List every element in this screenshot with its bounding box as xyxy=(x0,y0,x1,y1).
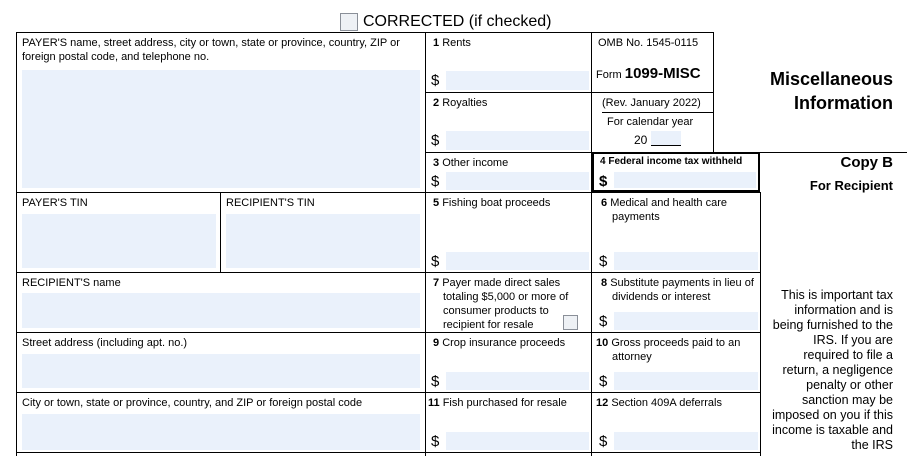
calendar-year-label: For calendar year xyxy=(607,116,694,128)
payer-input[interactable] xyxy=(22,70,420,188)
box7-label: 7 Payer made direct sales totaling $5,000 or more of consumer products to recipient for resale xyxy=(433,277,569,331)
form-title-line1: Miscellaneous xyxy=(769,69,893,89)
box8-label: 8 Substitute payments in lieu of dividends or interest xyxy=(601,277,754,303)
box11-dollar: $ xyxy=(431,433,440,450)
box1-dollar: $ xyxy=(431,72,440,89)
box2-input[interactable] xyxy=(446,131,589,150)
box10-input[interactable] xyxy=(614,372,758,390)
year-input[interactable] xyxy=(651,131,681,146)
box12-input[interactable] xyxy=(614,432,758,450)
recipient-name-label: RECIPIENT'S name xyxy=(22,277,121,289)
corrected-checkbox[interactable] xyxy=(340,13,358,31)
form-title-line2: Information xyxy=(794,93,893,113)
box5-input[interactable] xyxy=(446,252,589,270)
form-id: Form 1099-MISC xyxy=(596,65,701,82)
box8-input[interactable] xyxy=(614,312,758,330)
recipient-name-input[interactable] xyxy=(22,293,420,328)
box12-label: 12 Section 409A deferrals xyxy=(596,397,722,409)
box5-label: 5 Fishing boat proceeds xyxy=(433,197,551,209)
box2-dollar: $ xyxy=(431,132,440,149)
box9-label: 9 Crop insurance proceeds xyxy=(433,337,566,349)
payer-tin-input[interactable] xyxy=(22,214,216,268)
box10-dollar: $ xyxy=(599,373,608,390)
city-input[interactable] xyxy=(22,414,420,450)
revision: (Rev. January 2022) xyxy=(602,97,701,109)
box4-input[interactable] xyxy=(614,172,756,188)
city-label: City or town, state or province, country, and ZIP or foreign postal code xyxy=(22,397,363,409)
recipient-tin-label: RECIPIENT'S TIN xyxy=(226,197,315,209)
box8-dollar: $ xyxy=(599,313,608,330)
box7-checkbox[interactable] xyxy=(563,315,578,330)
box12-dollar: $ xyxy=(599,433,608,450)
copy-label: Copy B xyxy=(840,154,893,171)
box3-input[interactable] xyxy=(446,172,589,190)
copy-for-label: For Recipient xyxy=(809,178,893,193)
payer-tin-label: PAYER'S TIN xyxy=(22,197,88,209)
box10-label: 10 Gross proceeds paid to an attorney xyxy=(596,337,741,363)
notice-text: This is important tax information and is being furnished to the IRS. If you are required to file a return, a negligence penalty or other sanction may be imposed on you if this income is taxable and the IRS xyxy=(772,288,893,452)
box6-label: 6 Medical and health care payments xyxy=(601,197,727,223)
box1-input[interactable] xyxy=(446,71,589,90)
street-input[interactable] xyxy=(22,354,420,388)
year-prefix: 20 xyxy=(634,133,648,147)
box3-dollar: $ xyxy=(431,173,440,190)
omb-number: OMB No. 1545-0115 xyxy=(598,37,699,49)
recipient-tin-input[interactable] xyxy=(226,214,420,268)
box9-dollar: $ xyxy=(431,373,440,390)
box4-label: 4 Federal income tax withheld xyxy=(600,156,743,167)
box4-dollar: $ xyxy=(599,173,608,190)
box6-input[interactable] xyxy=(614,252,758,270)
box2-label: 2 Royalties xyxy=(433,97,488,109)
box5-dollar: $ xyxy=(431,253,440,270)
box3-label: 3 Other income xyxy=(433,157,509,169)
box11-label: 11 Fish purchased for resale xyxy=(428,397,567,409)
box6-dollar: $ xyxy=(599,253,608,270)
corrected-label: CORRECTED (if checked) xyxy=(363,13,552,30)
street-label: Street address (including apt. no.) xyxy=(22,337,188,349)
box9-input[interactable] xyxy=(446,372,589,390)
box11-input[interactable] xyxy=(446,432,589,450)
payer-label: PAYER'S name, street address, city or town, state or province, country, ZIP or foreign postal code, and telephone no. xyxy=(22,37,400,63)
box1-label: 1 Rents xyxy=(433,37,471,49)
